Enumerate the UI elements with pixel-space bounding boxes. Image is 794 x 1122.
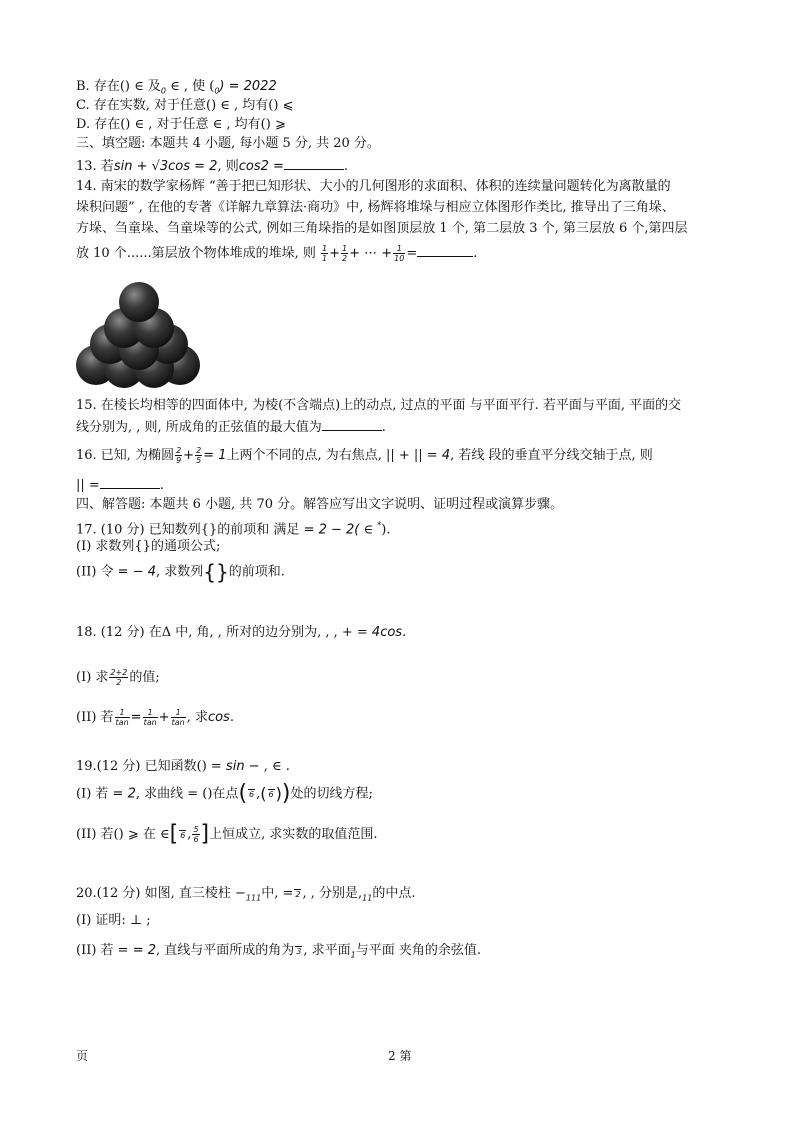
question-14-line-1: 14. 南宋的数学家杨辉 “善于把已知形状、大小的几何图形的求面积、体积的连续量问题转化为离散量的	[76, 179, 671, 194]
question-14-line-3: 方垛、刍童垛、刍童垛等的公式, 例如三角垛指的是如图顶层放 1 个, 第二层放 3 个, 第三层放 6 个,第四层	[76, 221, 688, 236]
question-17: 17. (10 分) 已知数列{}的前项和 满足 = 2 − 2( ∈ *).	[76, 521, 391, 538]
option-d: D. 存在() ∈ , 对于任意 ∈ , 均有() ⩾	[76, 117, 286, 132]
section-4-heading: 四、解答题: 本题共 6 小题, 共 70 分。解答应写出文字说明、证明过程或演算步骤。	[76, 497, 564, 512]
fraction: $\frac{2+2}{2}$	[110, 668, 128, 687]
question-19-part-2: (II) 若() ⩾ 在 ∈[ 6 , $\frac{5}{6}$ ]上恒成立, 求实数的取值范围.	[76, 821, 378, 847]
fraction: $\frac{1}{\tan}$	[115, 708, 129, 727]
answer-blank[interactable]	[284, 157, 344, 170]
question-16-line-2: || = .	[76, 478, 164, 493]
question-16-line-1: 16. 已知, 为椭圆 $\frac{2}{9}$ + $\frac{2}{5}$ = 1上两个不同的点, 为右焦点, || + || = 4, 若线 段的垂直平分线交轴于点, 则	[76, 446, 653, 465]
question-17-part-2: (II) 令 = − 4, 求数列{}的前项和.	[76, 560, 285, 584]
question-18-part-1: (I) 求 $\frac{2+2}{2}$ 的值;	[76, 668, 160, 687]
fraction: 6	[180, 830, 186, 840]
question-18: 18. (12 分) 在Δ 中, 角, , 所对的边分别为, , , + = 4cos.	[76, 625, 407, 640]
question-20-part-1: (I) 证明: ⊥ ;	[76, 913, 151, 928]
fraction: $\frac{5}{6}$	[193, 825, 199, 844]
fraction: 6	[268, 790, 274, 799]
fraction: 3	[296, 946, 302, 956]
footer-page-number: 2 第	[388, 1049, 412, 1063]
stacked-balls-figure	[74, 278, 204, 390]
question-15-line-1: 15. 在棱长均相等的四面体中, 为棱(不含端点)上的动点, 过点的平面 与平面平行. 若平面与平面, 平面的交	[76, 398, 682, 413]
brace-group: {}	[203, 560, 229, 584]
option-b: B. 存在() ∈ 及$_0$ ∈ , 使 $(_0) = 2022$	[76, 79, 277, 96]
question-13: 13. 若sin + √3cos = 2, 则cos2 = .	[76, 159, 349, 174]
question-19: 19.(12 分) 已知函数() = sin − , ∈ .	[76, 759, 290, 774]
fraction: $\frac{1}{2}$	[342, 244, 348, 263]
fraction: $\frac{1}{\tan}$	[143, 708, 157, 727]
fraction: $\frac{1}{10}$	[394, 244, 405, 263]
question-14-line-4: 放 10 个......第层放个物体堆成的堆垛, 则 $\frac{1}{1}$ + $\frac{1}{2}$ + ⋯ + $\frac{1}{10}$ = .	[76, 244, 478, 263]
question-19-part-1: (I) 若 = 2, 求曲线 = ()在点( 6 ,( 6 ))处的切线方程;	[76, 781, 373, 806]
answer-blank[interactable]	[100, 476, 160, 489]
answer-blank[interactable]	[417, 244, 473, 257]
fraction: 2	[295, 889, 301, 899]
question-20: 20.(12 分) 如图, 直三棱柱 $-_{111}$中, = 2 , , 分别是$,_{11}$的中点.	[76, 886, 416, 903]
section-3-heading: 三、填空题: 本题共 4 小题, 每小题 5 分, 共 20 分。	[76, 136, 380, 151]
ball-layer-top	[119, 282, 159, 322]
fraction: $\frac{1}{\tan}$	[171, 708, 185, 727]
fraction: $\frac{1}{1}$	[322, 244, 328, 263]
footer-left: 页	[76, 1049, 89, 1063]
question-20-part-2: (II) 若 = = 2, 直线与平面所成的角为 3 , 求平面$_1$与平面 夹角的余弦值.	[76, 943, 481, 960]
option-c: C. 存在实数, 对于任意() ∈ , 均有() ⩽	[76, 98, 294, 113]
question-15-line-2: 线分别为, , 则, 所成角的正弦值的最大值为 .	[76, 420, 386, 435]
fraction: $\frac{2}{9}$	[176, 446, 182, 465]
fraction: 6	[249, 790, 255, 799]
question-14-line-2: 垛积问题” , 在他的专著《详解九章算法·商功》中, 杨辉将堆垛与相应立体图形作类比, 推导出了三角垛、	[76, 200, 675, 215]
question-17-part-1: (I) 求数列{}的通项公式;	[76, 539, 221, 554]
answer-blank[interactable]	[322, 418, 382, 431]
question-18-part-2: (II) 若 $\frac{1}{\tan}$ = $\frac{1}{\tan}$ + $\frac{1}{\tan}$ , 求cos.	[76, 708, 234, 727]
fraction: $\frac{2}{5}$	[196, 446, 202, 465]
